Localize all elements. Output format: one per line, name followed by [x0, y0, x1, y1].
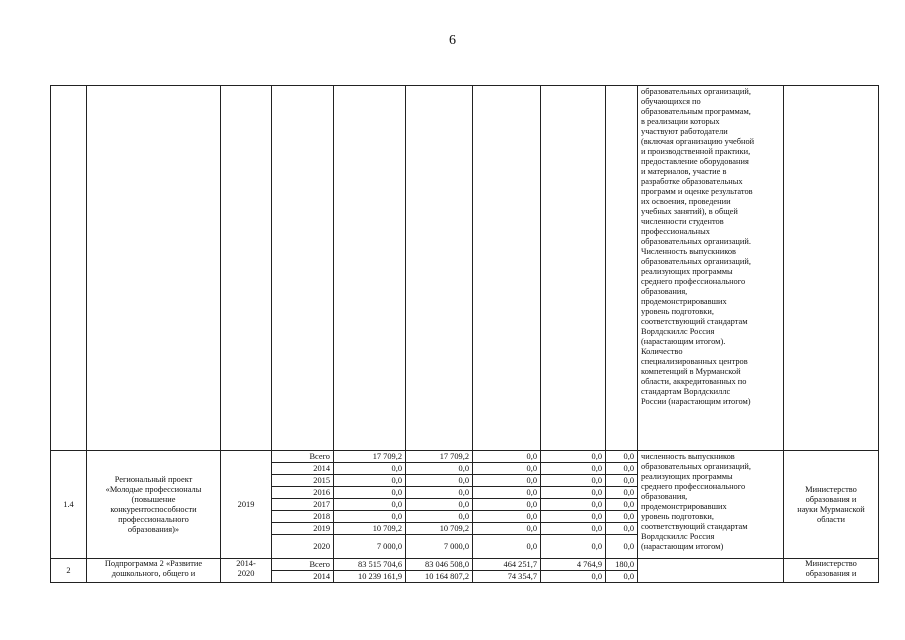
total-cell: 0,0: [334, 511, 406, 523]
total-cell: 0,0: [334, 475, 406, 487]
federal-cell: 0,0: [473, 475, 541, 487]
local-cell: 0,0: [541, 463, 606, 475]
year-cell: 2015: [272, 475, 334, 487]
other-cell: 0,0: [606, 475, 638, 487]
subprogram-name: Подпрограмма 2 «Развитие дошкольного, общего и: [87, 559, 221, 583]
cell-local: [541, 86, 606, 451]
other-cell: 0,0: [606, 523, 638, 535]
local-cell: 4 764,9: [541, 559, 606, 571]
regional-cell: 83 046 508,0: [406, 559, 473, 571]
total-cell: 7 000,0: [334, 535, 406, 559]
regional-cell: 0,0: [406, 511, 473, 523]
other-cell: 0,0: [606, 571, 638, 583]
project-period: 2019: [221, 451, 272, 559]
table-row: [51, 451, 879, 463]
total-cell: 17 709,2: [334, 451, 406, 463]
total-cell: 83 515 704,6: [334, 559, 406, 571]
project-name: Региональный проект «Молодые профессионалы (повышение конкурентоспособности профессионального образования)»: [87, 451, 221, 559]
indicator-text: образовательных организаций, обучающихся по образовательным программам, в реализации которых участвуют работодатели (включая организацию учебной и производственной практики, предоставление оборудования и материалов, участие в разработке образовательных программ и оценке результатов их освоения, проведении учебных занятий), в общей численности студентов профессиональных образовательных организаций. Численность выпускников образовательных организаций, реализующих программы среднего профессионального образования, продемонстрировавших уровень подготовки, соответствующий стандартам Ворлдскиллс Россия (нарастающим итогом). Количество специализированных центров компетенций в Мурманской области, аккредитованных по стандартам Ворлдскиллс России (нарастающим итогом): [638, 86, 784, 451]
year-cell: 2014: [272, 463, 334, 475]
project-indicator: численность выпускников образовательных организаций, реализующих программы среднего профессионального образования, продемонстрировавших уровень подготовки, соответствующий стандартам Ворлдскиллс Россия (нарастающим итогом): [638, 451, 784, 559]
regional-cell: 0,0: [406, 487, 473, 499]
table-row-continuation: [51, 86, 879, 451]
local-cell: 0,0: [541, 487, 606, 499]
cell-responsible: [784, 86, 879, 451]
table-row: [51, 559, 879, 571]
federal-cell: 0,0: [473, 499, 541, 511]
year-cell: 2016: [272, 487, 334, 499]
year-cell: Всего: [272, 451, 334, 463]
total-cell: 0,0: [334, 463, 406, 475]
other-cell: 0,0: [606, 451, 638, 463]
cell-federal: [473, 86, 541, 451]
regional-cell: 0,0: [406, 499, 473, 511]
year-cell: 2019: [272, 523, 334, 535]
local-cell: 0,0: [541, 571, 606, 583]
federal-cell: 0,0: [473, 463, 541, 475]
cell-total: [334, 86, 406, 451]
local-cell: 0,0: [541, 511, 606, 523]
local-cell: 0,0: [541, 499, 606, 511]
page-number: 6: [449, 33, 456, 48]
federal-cell: 0,0: [473, 535, 541, 559]
cell-regional: [406, 86, 473, 451]
cell-other: [606, 86, 638, 451]
cell-period: [221, 86, 272, 451]
local-cell: 0,0: [541, 523, 606, 535]
other-cell: 0,0: [606, 499, 638, 511]
total-cell: 0,0: [334, 499, 406, 511]
local-cell: 0,0: [541, 475, 606, 487]
cell-name: [87, 86, 221, 451]
cell-number: [51, 86, 87, 451]
other-cell: 0,0: [606, 487, 638, 499]
program-table: [50, 85, 879, 583]
local-cell: 0,0: [541, 451, 606, 463]
local-cell: 0,0: [541, 535, 606, 559]
regional-cell: 10 709,2: [406, 523, 473, 535]
year-cell: 2014: [272, 571, 334, 583]
federal-cell: 0,0: [473, 451, 541, 463]
other-cell: 0,0: [606, 511, 638, 523]
federal-cell: 74 354,7: [473, 571, 541, 583]
total-cell: 0,0: [334, 487, 406, 499]
total-cell: 10 239 161,9: [334, 571, 406, 583]
subprogram-number: 2: [51, 559, 87, 583]
cell-year: [272, 86, 334, 451]
regional-cell: 17 709,2: [406, 451, 473, 463]
year-cell: 2020: [272, 535, 334, 559]
regional-cell: 0,0: [406, 475, 473, 487]
year-cell: 2018: [272, 511, 334, 523]
other-cell: 0,0: [606, 463, 638, 475]
federal-cell: 0,0: [473, 523, 541, 535]
subprogram-responsible: Министерство образования и: [784, 559, 879, 583]
project-number: 1.4: [51, 451, 87, 559]
project-responsible: Министерство образования и науки Мурманской области: [784, 451, 879, 559]
federal-cell: 0,0: [473, 511, 541, 523]
regional-cell: 7 000,0: [406, 535, 473, 559]
regional-cell: 0,0: [406, 463, 473, 475]
year-cell: 2017: [272, 499, 334, 511]
other-cell: 0,0: [606, 535, 638, 559]
total-cell: 10 709,2: [334, 523, 406, 535]
federal-cell: 0,0: [473, 487, 541, 499]
subprogram-indicator: [638, 559, 784, 583]
year-cell: Всего: [272, 559, 334, 571]
other-cell: 180,0: [606, 559, 638, 571]
regional-cell: 10 164 807,2: [406, 571, 473, 583]
subprogram-period: 2014- 2020: [221, 559, 272, 583]
federal-cell: 464 251,7: [473, 559, 541, 571]
